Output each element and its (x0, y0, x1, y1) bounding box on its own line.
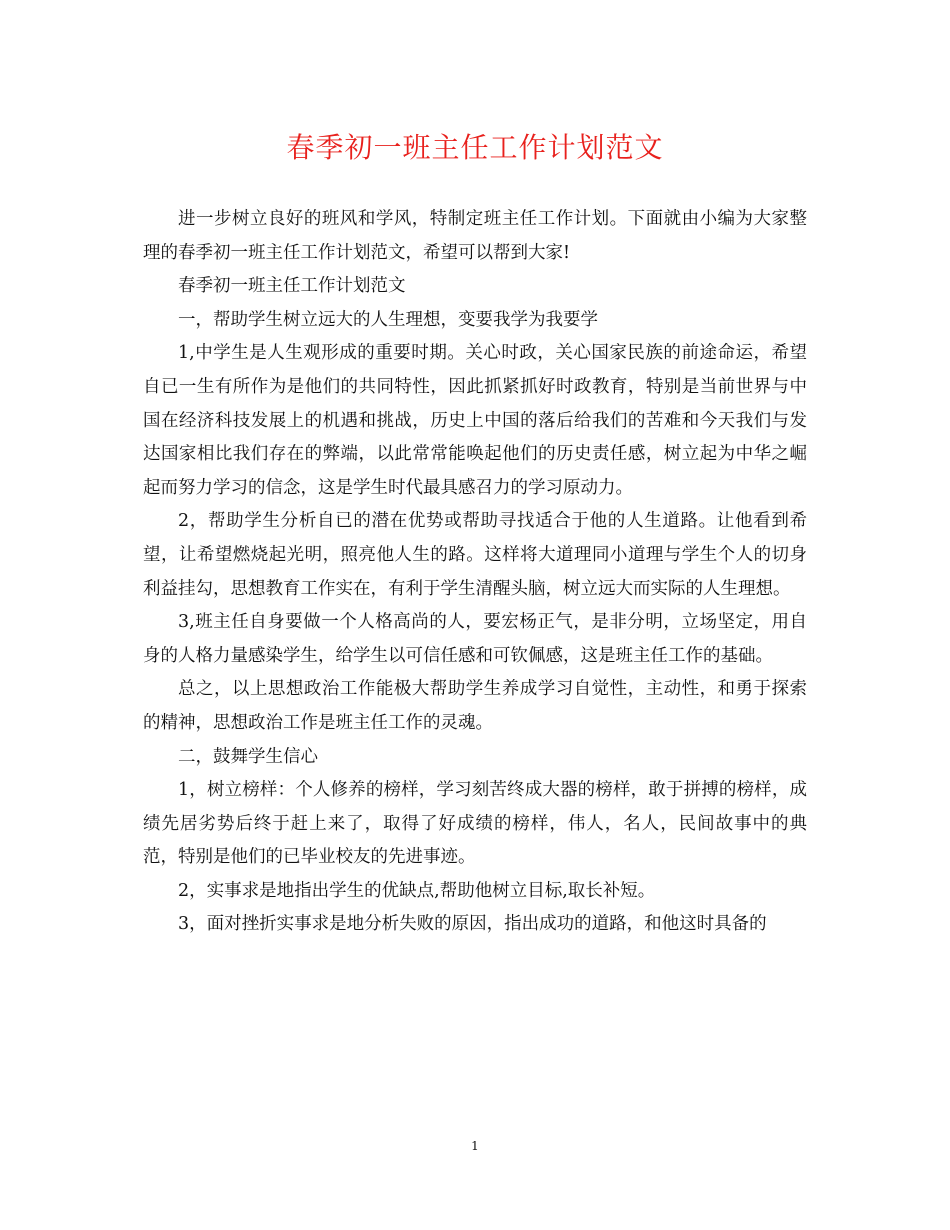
paragraph-section-one-heading: 一，帮助学生树立远大的人生理想，变要我学为我要学 (178, 309, 598, 330)
paragraph-section-two-item-3: 3，面对挫折实事求是地分析失败的原因，指出成功的道路，和他这时具备的 (178, 914, 767, 935)
paragraph-section-one-item-2: 2，帮助学生分析自已的潜在优势或帮助寻找适合于他的人生道路。让他看到希望，让希望燃烧起光明，照亮他人生的路。这样将大道理同小道理与学生个人的切身利益挂勾，思想教育工作实在，有利于学生清醒头脑，树立远大而实际的人生理想。 (143, 511, 807, 599)
document-title: 春季初一班主任工作计划范文 (286, 131, 664, 164)
paragraph-section-two-item-2: 2，实事求是地指出学生的优缺点,帮助他树立目标,取长补短。 (178, 880, 656, 901)
paragraph-section-one-item-3: 3,班主任自身要做一个人格高尚的人，要宏杨正气，是非分明，立场坚定，用自身的人格力量感染学生，给学生以可信任感和可钦佩感，这是班主任工作的基础。 (143, 612, 807, 666)
paragraph-section-one-item-1: 1,中学生是人生观形成的重要时期。关心时政，关心国家民族的前途命运，希望自已一生有所作为是他们的共同特性，因此抓紧抓好时政教育，特别是当前世界与中国在经济科技发展上的机遇和挑战，历史上中国的落后给我们的苦难和今天我们与发达国家相比我们存在的弊端，以此常常能唤起他们的历史责任感，树立起为中华之崛起而努力学习的信念，这是学生时代最具感召力的学习原动力。 (143, 343, 807, 498)
paragraph-intro: 进一步树立良好的班风和学风，特制定班主任工作计划。下面就由小编为大家整理的春季初一班主任工作计划范文，希望可以帮到大家! (143, 209, 807, 263)
page-number: 1 (471, 1139, 479, 1153)
paragraph-section-two-item-1: 1，树立榜样：个人修养的榜样，学习刻苦终成大器的榜样，敢于拼搏的榜样，成绩先居劣势后终于赶上来了，取得了好成绩的榜样，伟人，名人，民间故事中的典范，特别是他们的已毕业校友的先进事迹。 (143, 780, 807, 868)
paragraph-section-two-heading: 二，鼓舞学生信心 (178, 746, 318, 767)
paragraph-section-one-summary: 总之，以上思想政治工作能极大帮助学生养成学习自觉性，主动性，和勇于探索的精神，思想政治工作是班主任工作的灵魂。 (143, 679, 807, 733)
paragraph-subtitle: 春季初一班主任工作计划范文 (178, 276, 406, 297)
document-body (143, 203, 807, 942)
